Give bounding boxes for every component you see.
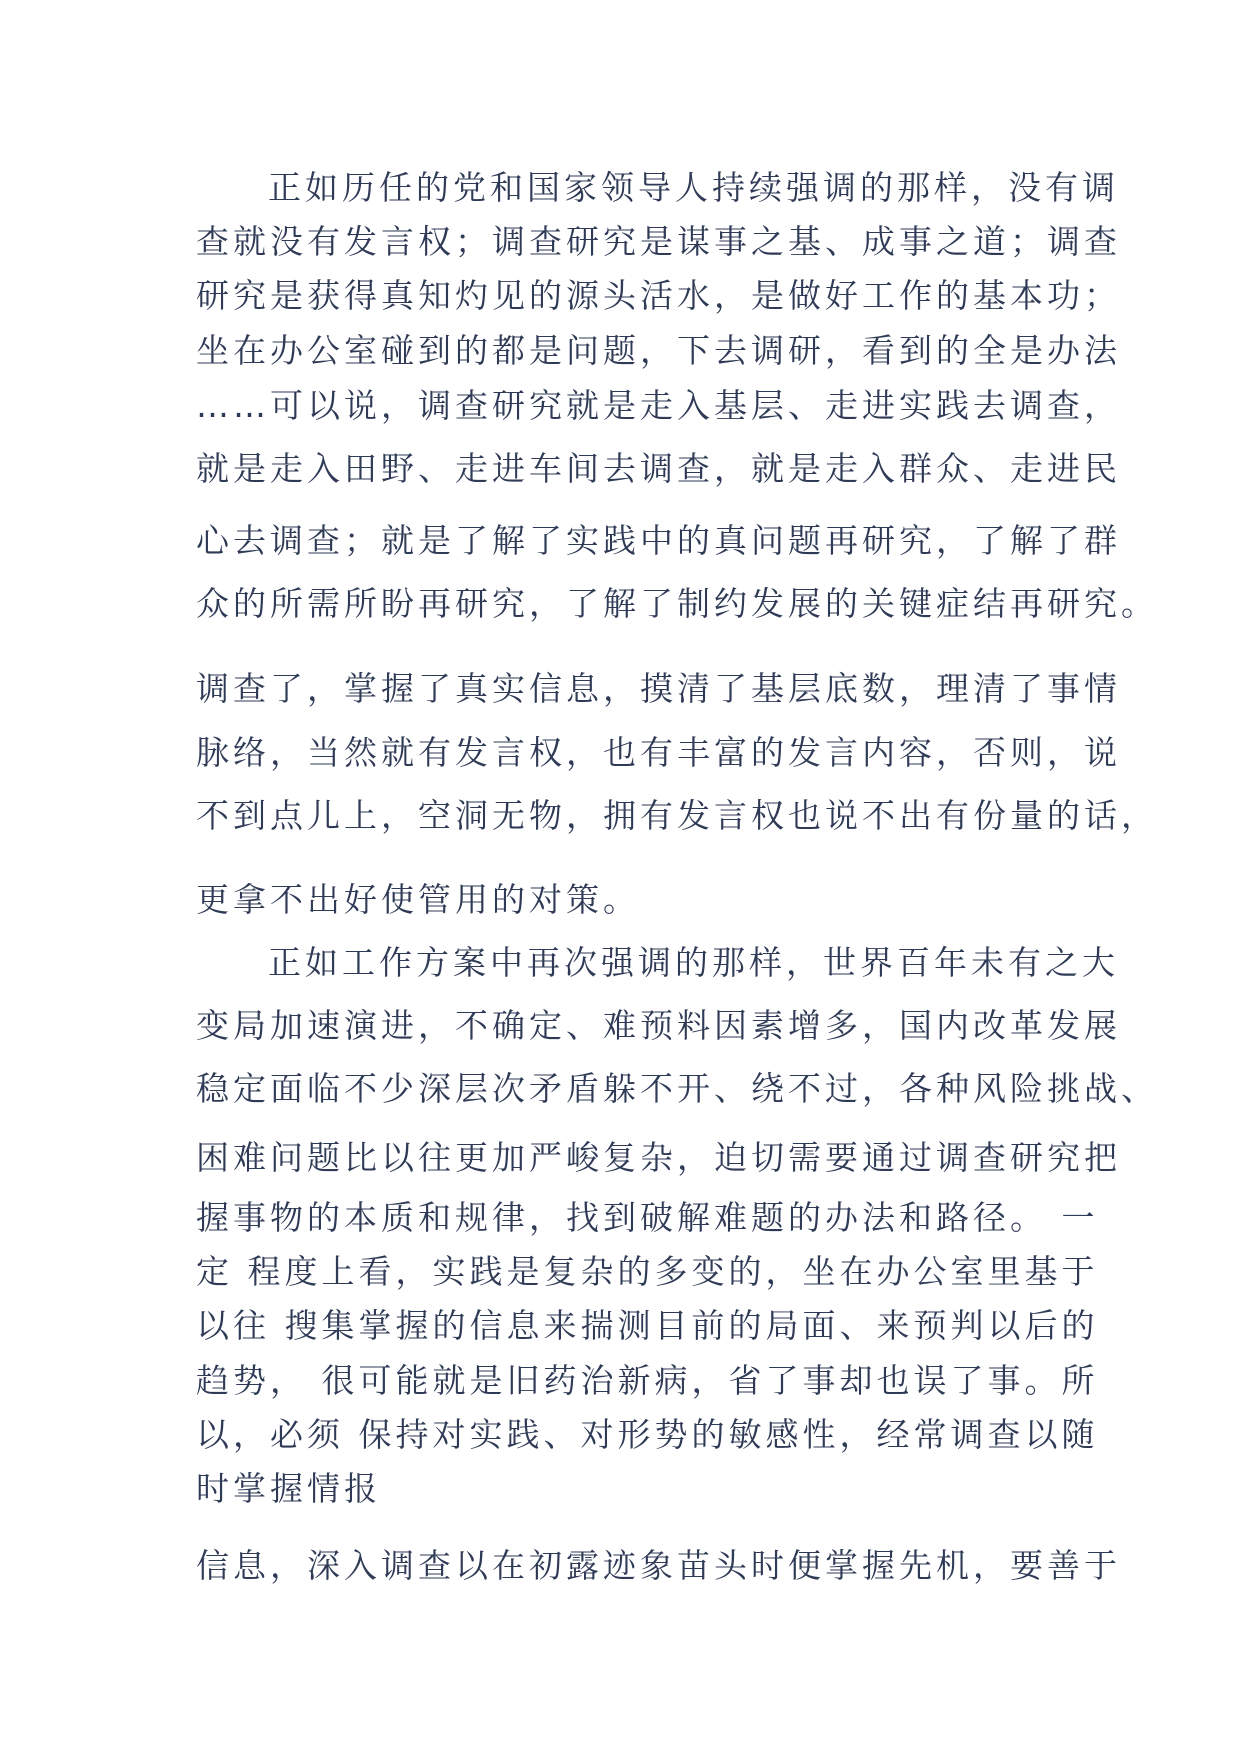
text-line: 正如历任的党和国家领导人持续强调的那样，没有调 [268, 168, 1119, 207]
text-line: 趋势， 很可能就是旧药治新病，省了事却也误了事。所 [196, 1361, 1099, 1400]
text-line: 众的所需所盼再研究，了解了制约发展的关键症结再研究。 [196, 584, 1158, 623]
text-line: 以往 搜集掌握的信息来揣测目前的局面、来预判以后的 [196, 1306, 1099, 1345]
text-line: 变局加速演进，不确定、难预料因素增多，国内改革发展 [196, 1006, 1121, 1045]
text-line: 调查了，掌握了真实信息，摸清了基层底数，理清了事情 [196, 669, 1121, 708]
text-line: 握事物的本质和规律，找到破解难题的办法和路径。 一 [196, 1198, 1099, 1237]
text-line: 正如工作方案中再次强调的那样，世界百年未有之大 [268, 943, 1119, 982]
text-line: 就是走入田野、走进车间去调查，就是走入群众、走进民 [196, 449, 1121, 488]
text-line: 查就没有发言权；调查研究是谋事之基、成事之道；调查 [196, 222, 1121, 261]
text-line: 以，必须 保持对实践、对形势的敏感性，经常调查以随 [196, 1415, 1099, 1454]
text-line: ……可以说，调查研究就是走入基层、走进实践去调查， [196, 386, 1121, 425]
text-line: 定 程度上看，实践是复杂的多变的，坐在办公室里基于 [196, 1252, 1099, 1291]
text-line: 心去调查；就是了解了实践中的真问题再研究，了解了群 [196, 521, 1121, 560]
text-line: 更拿不出好使管用的对策。 [196, 880, 640, 919]
text-line: 时掌握情报 [196, 1469, 381, 1508]
text-line: 脉络，当然就有发言权，也有丰富的发言内容，否则，说 [196, 733, 1121, 772]
text-line: 坐在办公室碰到的都是问题，下去调研，看到的全是办法 [196, 331, 1121, 370]
text-line: 稳定面临不少深层次矛盾躲不开、绕不过，各种风险挑战、 [196, 1069, 1158, 1108]
text-line: 困难问题比以往更加严峻复杂，迫切需要通过调查研究把 [196, 1138, 1121, 1177]
text-line: 研究是获得真知灼见的源头活水，是做好工作的基本功； [196, 276, 1121, 315]
text-line: 信息，深入调查以在初露迹象苗头时便掌握先机，要善于 [196, 1546, 1121, 1585]
text-line: 不到点儿上，空洞无物，拥有发言权也说不出有份量的话， [196, 796, 1158, 835]
